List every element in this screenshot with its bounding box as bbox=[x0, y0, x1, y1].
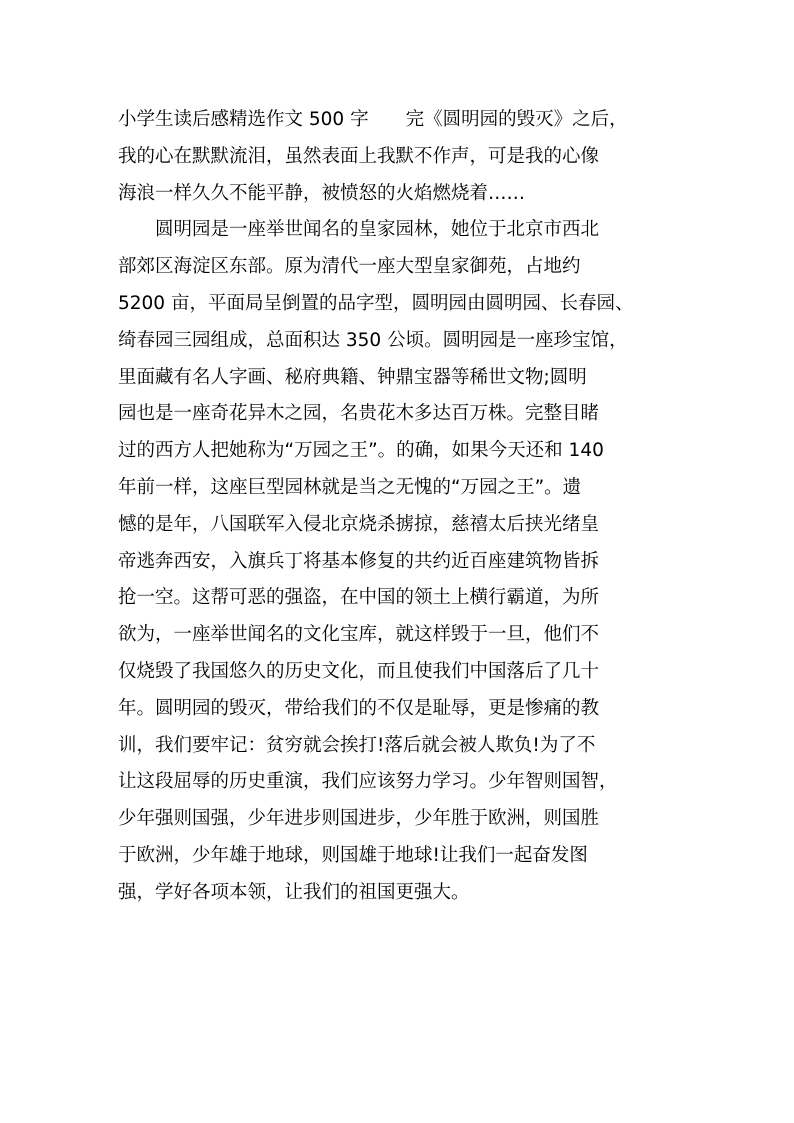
text-line: 帝逃奔西安，入旗兵丁将基本修复的共约近百座建筑物皆拆 bbox=[118, 550, 600, 572]
text-line: 训，我们要牢记：贫穷就会挨打!落后就会被人欺负!为了不 bbox=[118, 734, 596, 756]
text-line: 园也是一座奇花异木之园，名贵花木多达百万株。完整目睹 bbox=[118, 403, 600, 425]
text-line: 过的西方人把她称为“万园之王”。的确，如果今天还和 140 bbox=[118, 440, 604, 462]
text-line: 年。圆明园的毁灭，带给我们的不仅是耻辱，更是惨痛的教 bbox=[118, 697, 600, 719]
text-line: 抢一空。这帮可恶的强盗，在中国的领土上横行霸道，为所 bbox=[118, 587, 600, 609]
text-line: 5200 亩，平面局呈倒置的品字型，圆明园由圆明园、长春园、 bbox=[118, 292, 634, 314]
paragraph-first-line: 圆明园是一座举世闻名的皇家园林，她位于北京市西北 bbox=[155, 219, 600, 241]
text-line: 年前一样，这座巨型园林就是当之无愧的“万园之王”。遗 bbox=[118, 476, 582, 498]
text-line: 海浪一样久久不能平静，被愤怒的火焰燃烧着…… bbox=[118, 182, 526, 204]
text-line: 绮春园三园组成，总面积达 350 公顷。圆明园是一座珍宝馆， bbox=[118, 329, 628, 351]
text-line: 仅烧毁了我国悠久的历史文化，而且使我们中国落后了几十 bbox=[118, 660, 600, 682]
text-line: 欲为，一座举世闻名的文化宝库，就这样毁于一旦，他们不 bbox=[118, 624, 600, 646]
text-line: 让这段屈辱的历史重演，我们应该努力学习。少年智则国智， bbox=[118, 771, 618, 793]
text-line: 部郊区海淀区东部。原为清代一座大型皇家御苑，占地约 bbox=[118, 256, 581, 278]
essay-title-line: 小学生读后感精选作文 500 字 完《圆明园的毁灭》之后， bbox=[118, 109, 628, 130]
text-line: 里面藏有名人字画、秘府典籍、钟鼎宝器等稀世文物;圆明 bbox=[118, 366, 587, 388]
text-line: 我的心在默默流泪，虽然表面上我默不作声，可是我的心像 bbox=[118, 145, 600, 167]
text-line: 强，学好各项本领，让我们的祖国更强大。 bbox=[118, 881, 470, 903]
text-line: 少年强则国强，少年进步则国进步，少年胜于欧洲，则国胜 bbox=[118, 808, 600, 830]
essay-body bbox=[118, 102, 678, 912]
text-line: 憾的是年，八国联军入侵北京烧杀掳掠，慈禧太后挟光绪皇 bbox=[118, 513, 600, 535]
text-line: 于欧洲，少年雄于地球，则国雄于地球!让我们一起奋发图 bbox=[118, 844, 588, 866]
